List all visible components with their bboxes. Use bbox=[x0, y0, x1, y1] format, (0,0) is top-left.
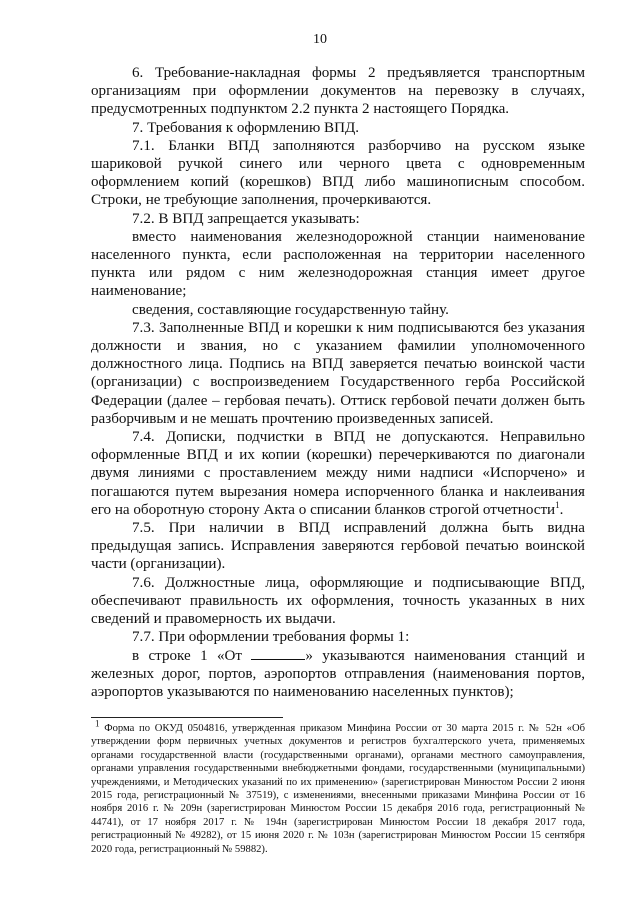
footnote-separator bbox=[91, 717, 283, 718]
paragraph-7-3: 7.3. Заполненные ВПД и корешки к ним подписываются без указания должности и звания, но с указанием фамилии уполномоченного должностного лица. Подпись на ВПД заверяется печатью воинской части (организации) с воспроизведением Государственного герба Российской Федерации (далее – гербовая печать). Оттиск гербовой печати должен быть разборчивым и не мешать прочтению произведенных записей. bbox=[91, 319, 585, 427]
paragraph-7-2-item-2: сведения, составляющие государственную тайну. bbox=[132, 301, 449, 318]
page-number: 10 bbox=[313, 32, 327, 47]
paragraph-6: 6. Требование-накладная формы 2 предъявляется транспортным организациям при оформлении документов на перевозку в случаях, предусмотренных подпунктом 2.2 пункта 2 настоящего Порядка. bbox=[91, 65, 585, 118]
line-1-label: в строке 1 «От bbox=[132, 647, 243, 664]
paragraph-7-4 bbox=[91, 428, 585, 519]
footnote-paragraph bbox=[91, 718, 585, 856]
paragraph-7-4-text: 7.4. Дописки, подчистки в ВПД не допускаются. Неправильно оформленные ВПД и их копии (корешки) перечеркиваются по диагонали двумя линиями с проставлением между ними надписи «Испорчено» и погашаются путем вырезания номера испорченного бланка и наклеивания его на оборотную сторону Акта о списании бланков строгой отчетности bbox=[91, 429, 585, 518]
footnote-reference: 1 bbox=[555, 499, 560, 510]
line-1-description: » указываются наименования станций и железных дорог, портов, аэропортов отправления (наименования портов, аэропортов указываются по наименованию населенных пунктов); bbox=[91, 647, 585, 700]
paragraph-7-5: 7.5. При наличии в ВПД исправлений должна быть видна предыдущая запись. Исправления заверяются гербовой печатью воинской части (организации). bbox=[91, 520, 585, 573]
paragraph-7-2-item-1: вместо наименования железнодорожной станции наименование населенного пункта, если расположенная на территории населенного пункта или рядом с ним железнодорожная станция имеет другое наименование; bbox=[91, 228, 585, 300]
paragraph-7-4-end: . bbox=[559, 501, 564, 518]
paragraph-7-7: 7.7. При оформлении требования формы 1: bbox=[132, 629, 410, 646]
paragraph-7-1: 7.1. Бланки ВПД заполняются разборчиво на русском языке шариковой ручкой синего или черного цвета с одновременным оформлением копий (корешков) ВПД либо машинописным способом. Строки, не требующие заполнения, прочеркиваются. bbox=[91, 137, 585, 209]
blank-line bbox=[251, 647, 305, 660]
paragraph-7-7-item-1 bbox=[91, 647, 585, 702]
paragraph-7-6: 7.6. Должностные лица, оформляющие и подписывающие ВПД, обеспечивают правильность их оформления, точность указанных в них сведений и правомерность их выдачи. bbox=[91, 574, 585, 628]
footnote bbox=[91, 718, 585, 856]
footnote-text: Форма по ОКУД 0504816, утвержденная приказом Минфина России от 30 марта 2015 г. № 52н «Об утверждении форм первичных учетных документов и регистров бухгалтерского учета, применяемых органами государственной власти (государственными органами), органами местного самоуправления, органами управления государственными внебюджетными фондами, государственными (муниципальными) учреждениями, и Методических указаний по их применению» (зарегистрирован Минюстом России 2 июня 2015 года, регистрационный № 37519), с изменениями, внесенными приказами Минфина России от 16 ноября 2016 г. № 209н (зарегистрирован Минюстом России 15 декабря 2016 года, регистрационный № 44741), от 17 ноября 2017 г. № 194н (зарегистрирован Минюстом России 18 декабря 2017 года, регистрационный № 49282), от 15 июня 2020 г. № 103н (зарегистрирован Минюстом России 15 сентября 2020 года, регистрационный № 59882). bbox=[91, 723, 585, 855]
document-body bbox=[91, 64, 585, 701]
paragraph-7-2: 7.2. В ВПД запрещается указывать: bbox=[132, 210, 360, 227]
paragraph-7: 7. Требования к оформлению ВПД. bbox=[132, 119, 360, 136]
footnote-mark: 1 bbox=[95, 718, 100, 729]
